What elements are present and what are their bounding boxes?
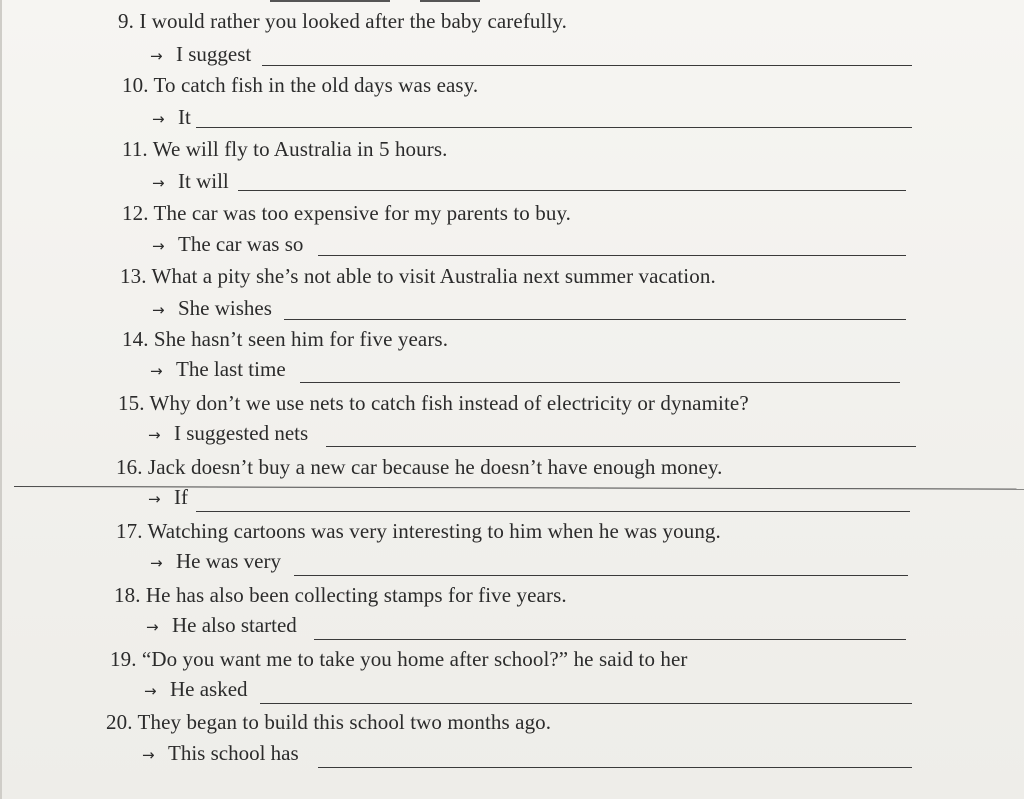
answer-blank[interactable] xyxy=(284,319,906,320)
arrow-icon: → xyxy=(152,174,165,192)
answer-blank[interactable] xyxy=(294,575,908,576)
answer-prompt: He also started xyxy=(172,613,297,637)
question-number: 10. xyxy=(122,73,149,97)
question-sentence: To catch fish in the old days was easy. xyxy=(153,73,479,97)
question-number: 17. xyxy=(116,519,143,543)
answer-blank[interactable] xyxy=(300,382,900,383)
answer-blank[interactable] xyxy=(196,127,912,128)
question-sentence: He has also been collecting stamps for five years. xyxy=(145,583,567,607)
arrow-icon: → xyxy=(150,554,163,572)
answer-line xyxy=(152,295,272,323)
exercise-item-13 xyxy=(0,263,1024,327)
answer-line xyxy=(152,104,191,132)
question-number: 19. xyxy=(110,647,137,671)
question-text xyxy=(110,646,688,672)
exercise-item-17 xyxy=(0,518,1024,582)
exercise-item-12 xyxy=(0,200,1024,264)
exercise-item-15 xyxy=(0,390,1024,454)
answer-prompt: I suggested nets xyxy=(174,421,309,445)
question-sentence: Watching cartoons was very interesting to him when he was young. xyxy=(147,519,721,543)
question-text xyxy=(118,390,749,416)
answer-blank[interactable] xyxy=(326,446,916,447)
exercise-item-20 xyxy=(0,709,1024,773)
question-number: 20. xyxy=(106,710,133,734)
answer-blank[interactable] xyxy=(260,703,912,704)
question-text xyxy=(122,136,447,162)
answer-blank[interactable] xyxy=(314,639,906,640)
answer-line xyxy=(146,612,297,640)
answer-line xyxy=(148,484,188,512)
answer-prompt: The car was so xyxy=(178,232,304,256)
question-text xyxy=(122,326,448,352)
exercise-item-10 xyxy=(0,72,1024,136)
arrow-icon: → xyxy=(148,426,161,444)
exercise-item-11 xyxy=(0,136,1024,200)
answer-prompt: I suggest xyxy=(176,42,252,66)
question-text xyxy=(114,582,567,608)
arrow-icon: → xyxy=(144,682,157,700)
question-text xyxy=(120,263,716,289)
arrow-icon: → xyxy=(150,47,163,65)
question-text xyxy=(116,454,723,480)
answer-line xyxy=(152,168,229,196)
answer-line xyxy=(148,420,308,448)
answer-prompt: It will xyxy=(178,169,229,193)
arrow-icon: → xyxy=(152,110,165,128)
question-sentence: What a pity she’s not able to visit Australia next summer vacation. xyxy=(151,264,716,288)
answer-line xyxy=(150,356,286,384)
answer-blank[interactable] xyxy=(238,190,906,191)
question-number: 11. xyxy=(122,137,148,161)
answer-prompt: She wishes xyxy=(178,296,272,320)
answer-prompt: It xyxy=(178,105,191,129)
exercise-item-9 xyxy=(0,8,1024,72)
arrow-icon: → xyxy=(152,237,165,255)
question-sentence: They began to build this school two months ago. xyxy=(137,710,552,734)
answer-prompt: He asked xyxy=(170,677,248,701)
arrow-icon: → xyxy=(150,362,163,380)
question-number: 16. xyxy=(116,455,143,479)
top-cropped-line xyxy=(270,0,390,2)
answer-prompt: The last time xyxy=(176,357,286,381)
question-sentence: “Do you want me to take you home after school?” he said to her xyxy=(141,647,688,671)
answer-blank[interactable] xyxy=(262,65,912,66)
question-sentence: The car was too expensive for my parents to buy. xyxy=(153,201,572,225)
exercise-item-18 xyxy=(0,582,1024,646)
question-sentence: Jack doesn’t buy a new car because he doesn’t have enough money. xyxy=(147,455,723,479)
question-text xyxy=(118,8,567,34)
exercise-item-14 xyxy=(0,326,1024,390)
answer-prompt: If xyxy=(174,485,188,509)
question-number: 12. xyxy=(122,201,149,225)
question-sentence: We will fly to Australia in 5 hours. xyxy=(152,137,448,161)
answer-line xyxy=(142,740,299,768)
top-cropped-line-2 xyxy=(420,0,480,2)
answer-line xyxy=(150,548,281,576)
question-sentence: I would rather you looked after the baby carefully. xyxy=(139,9,567,33)
question-sentence: Why don’t we use nets to catch fish instead of electricity or dynamite? xyxy=(149,391,749,415)
arrow-icon: → xyxy=(152,301,165,319)
question-sentence: She hasn’t seen him for five years. xyxy=(153,327,449,351)
question-text xyxy=(106,709,551,735)
question-number: 15. xyxy=(118,391,145,415)
question-number: 18. xyxy=(114,583,141,607)
answer-blank[interactable] xyxy=(318,767,912,768)
answer-blank[interactable] xyxy=(318,255,906,256)
answer-prompt: He was very xyxy=(176,549,281,573)
arrow-icon: → xyxy=(146,618,159,636)
exercise-item-19 xyxy=(0,646,1024,710)
arrow-icon: → xyxy=(142,746,155,764)
answer-line xyxy=(150,41,251,69)
answer-line xyxy=(152,231,303,259)
question-text xyxy=(122,72,478,98)
question-text xyxy=(122,200,571,226)
answer-line xyxy=(144,676,248,704)
question-text xyxy=(116,518,721,544)
question-number: 13. xyxy=(120,264,147,288)
question-number: 9. xyxy=(118,9,134,33)
arrow-icon: → xyxy=(148,490,161,508)
answer-blank[interactable] xyxy=(196,511,910,512)
question-number: 14. xyxy=(122,327,149,351)
answer-prompt: This school has xyxy=(168,741,299,765)
